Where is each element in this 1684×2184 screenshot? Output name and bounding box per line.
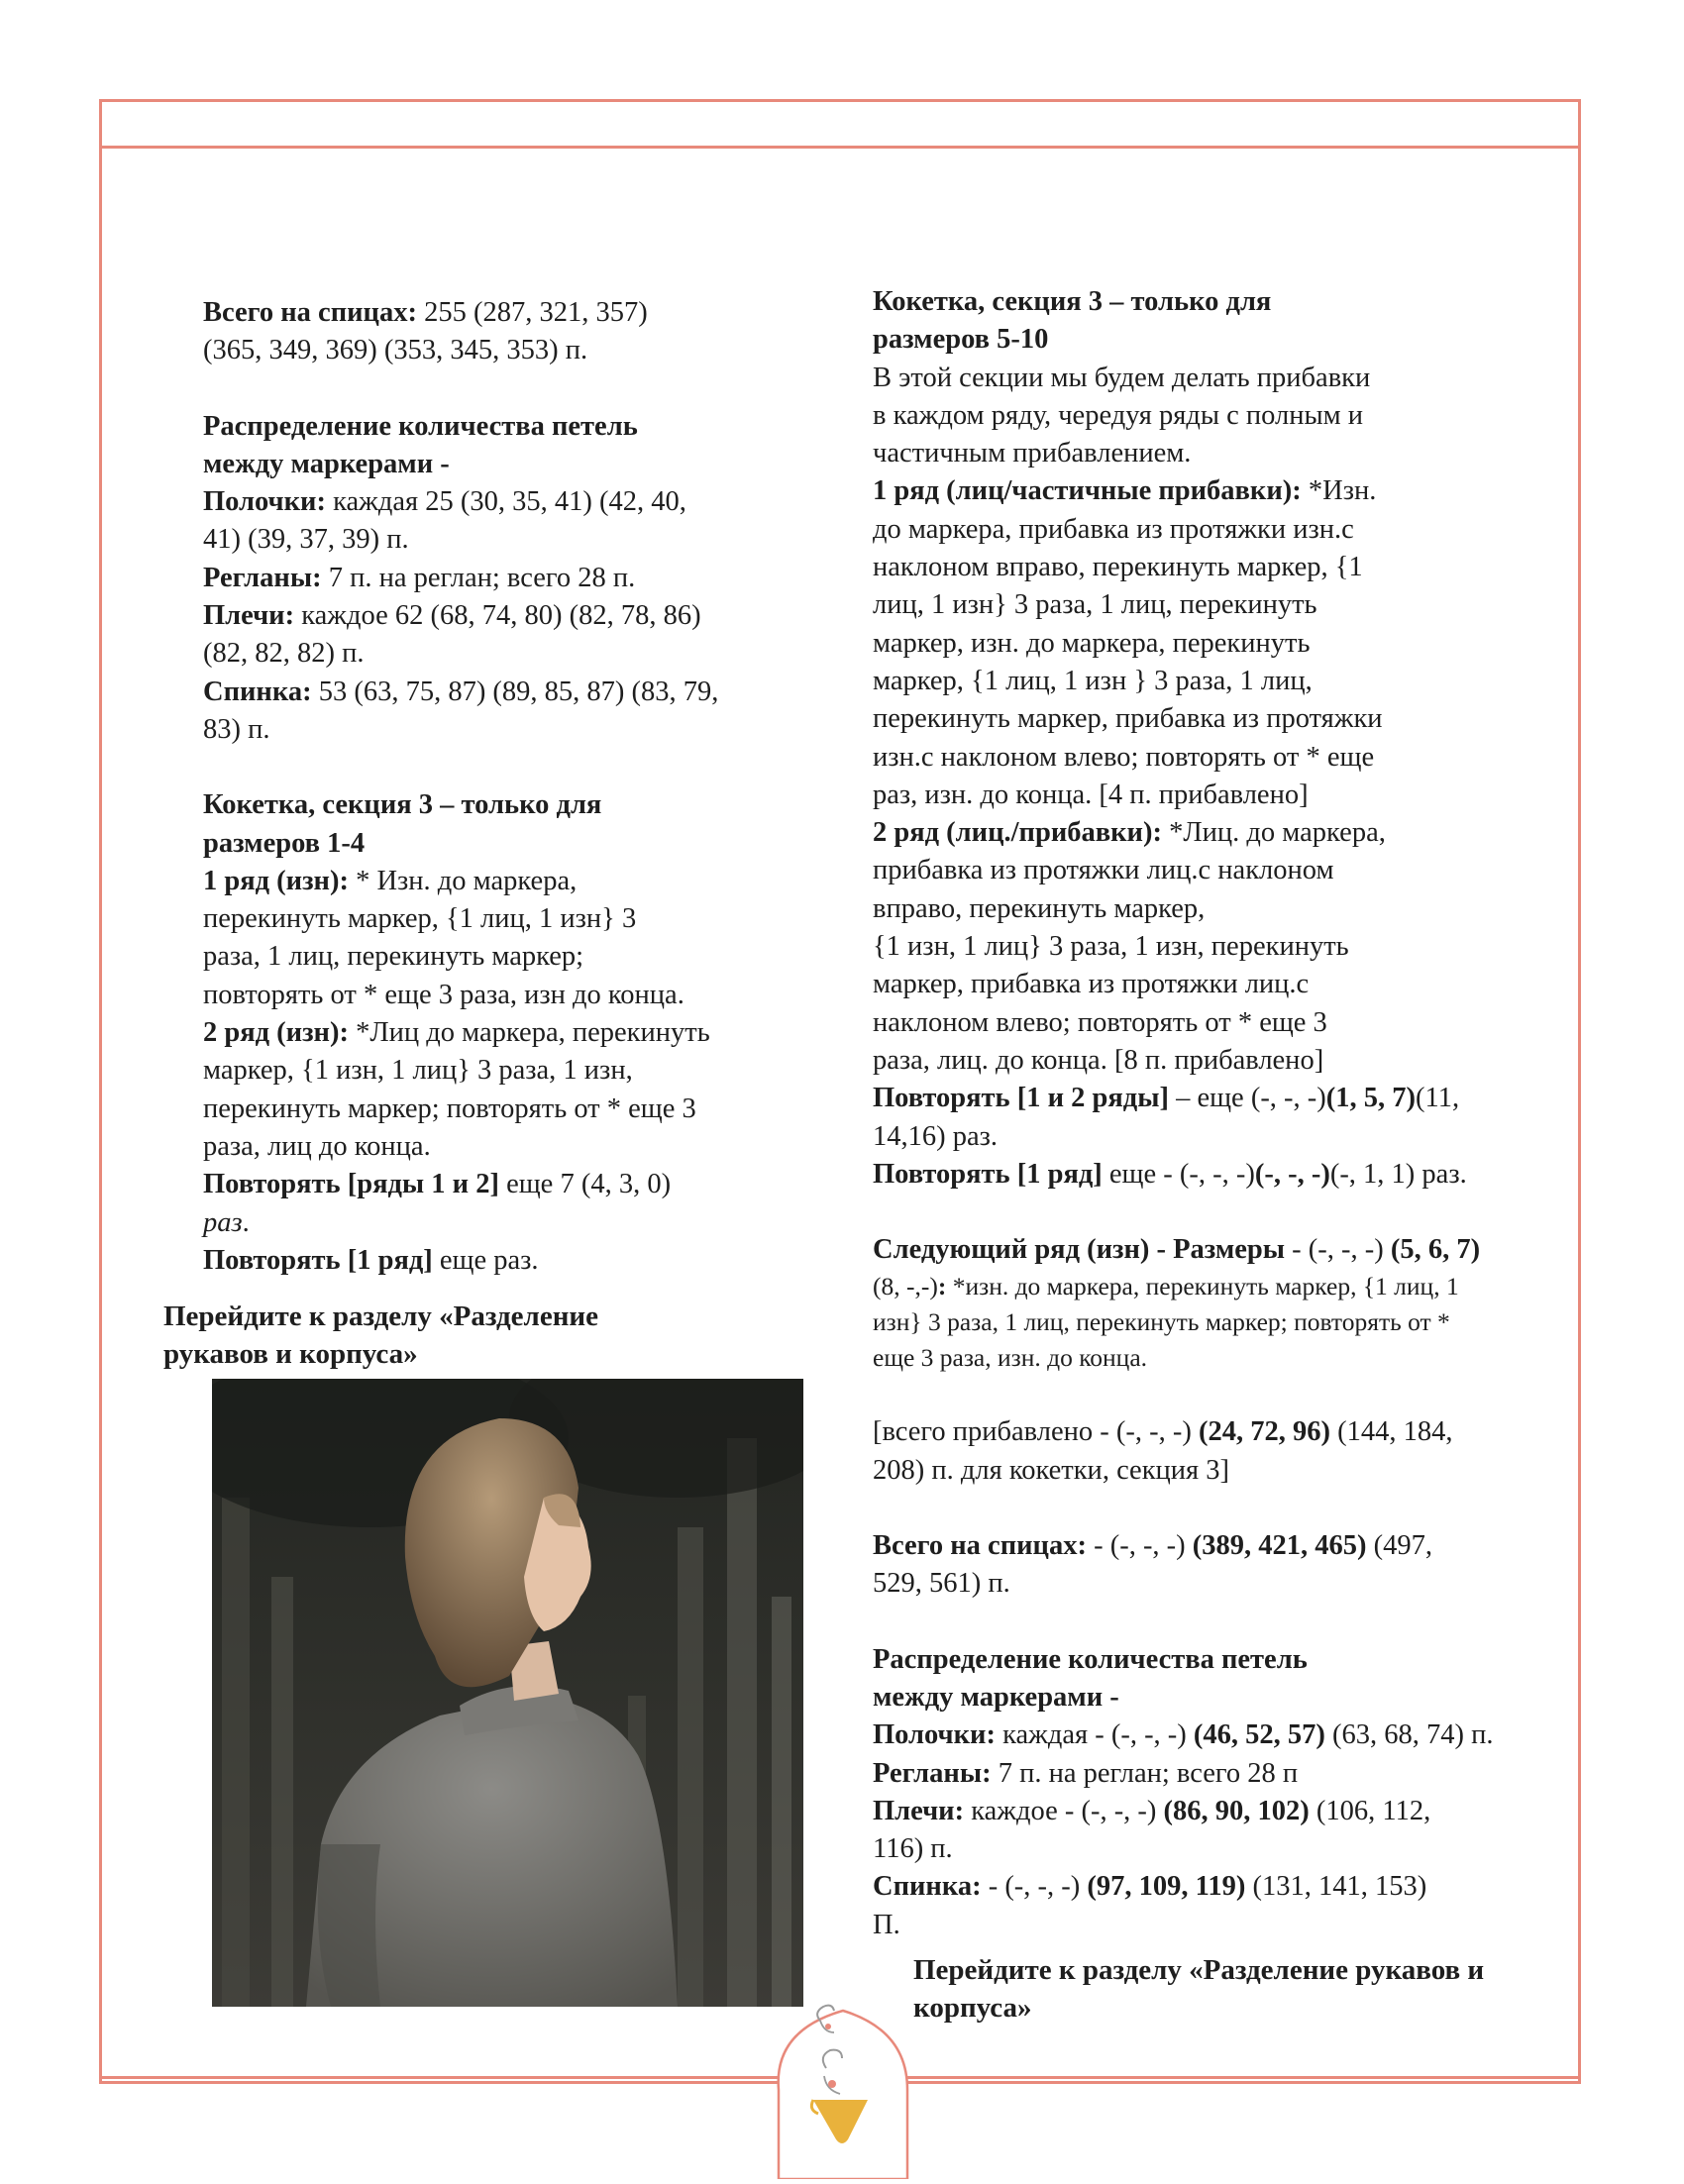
repeat-rows-instruction-right: Повторять [1 и 2 ряды] – еще (-, -, -)(1, 5, 7)(11, <box>873 1083 1460 1114</box>
repeat-row1-instruction-right: Повторять [1 ряд] еще - (-, -, -)(-, -, -)(-, 1, 1) раз. <box>873 1158 1467 1190</box>
repeat-rows-instruction: Повторять [ряды 1 и 2] еще 7 (4, 3, 0) <box>203 1169 672 1200</box>
right-column: Кокетка, секция 3 – только для размеров 5-10 В этой секции мы будем делать прибавки в каждом ряду, чередуя ряды с полным и частичным прибавлением. 1 ряд (лиц/частичные прибавки): *Изн. до маркера, прибавка из протяжки изн.с наклоном вправо, перекинуть маркер, {1 лиц, 1 изн} 3 раза, 1 лиц, перекинуть маркер, изн. до маркера, перекинуть маркер, {1 лиц, 1 изн } 3 раза, 1 лиц, перекинуть маркер, прибавка из протяжки изн.с наклоном влево; повторять от * еще раз, изн. до конца. [4 п. прибавлено] 2 ряд (лиц./прибавки): *Лиц. до маркера, прибавка из протяжки лиц.с наклоном вправо, перекинуть маркер, {1 изн, 1 лиц} 3 раза, 1 изн, перекинуть маркер, прибавка из протяжки лиц.с наклоном влево; повторять от * еще 3 раза, лиц. до конца. [8 п. прибавлено] Повторять [1 и 2 ряды] – еще (-, -, -)(1, 5, 7)(11, 14,16) раз. Повторять [1 ряд] еще - (-, -, -)(-, -, -)(-, 1, 1) раз. Следующий ряд (изн) - Размеры - (-, -, -) (5, 6, 7) (8, -,-): *изн. до маркера, перекинуть маркер, {1 лиц, 1 изн} 3 раза, 1 лиц, перекинуть маркер; повторять от * еще 3 раза, изн. до конца. [всего прибавлено - (-, -, -) (24, 72, 96) (144, 184, 208) п. для кокетки, секция 3] Всего на спицах: - (-, -, -) (389, 421, 465) (497, 529, 561) п. Распределение количества петель между маркерами - Полочки: каждая - (-, -, -) (46, 52, 57) (63, 68, 74) п. Регланы: 7 п. на реглан; всего 28 п Плечи: каждое - (-, -, -) (86, 90, 102) (106, 112, 116) п. Спинка: - (-, -, -) (97, 109, 119) (131, 141, 153) П. <box>873 283 1586 1944</box>
goto-section-link-right: Перейдите к разделу «Разделение рукавов и корпуса» <box>913 1954 1485 2024</box>
distribution-heading: Распределение количества петель <box>203 410 638 442</box>
goto-section-link: Перейдите к разделу «Разделение рукавов и корпуса» <box>163 1300 598 1370</box>
section-heading-right: Кокетка, секция 3 – только для <box>873 286 1272 317</box>
intro-text: В этой секции мы будем делать прибавки <box>873 362 1371 393</box>
row-1-instruction-right: 1 ряд (лиц/частичные прибавки): *Изн. <box>873 475 1377 507</box>
raglans-line-right: Регланы: 7 п. на реглан; всего 28 п <box>873 1757 1299 1789</box>
total-stitches: Всего на спицах: 255 (287, 321, 357) <box>203 297 648 328</box>
total-added: [всего прибавлено - (-, -, -) (24, 72, 96) (144, 184, <box>873 1416 1453 1448</box>
header-rule <box>99 146 1581 149</box>
row-2-instruction: 2 ряд (изн): *Лиц до маркера, перекинуть <box>203 1017 710 1049</box>
shoulders-line: Плечи: каждое 62 (68, 74, 80) (82, 78, 86) <box>203 600 701 632</box>
sweater-photo <box>212 1379 803 2007</box>
fronts-line: Полочки: каждая 25 (30, 35, 41) (42, 40, <box>203 486 686 518</box>
fronts-line-right: Полочки: каждая - (-, -, -) (46, 52, 57) (63, 68, 74) п. <box>873 1719 1494 1751</box>
shoulders-line-right: Плечи: каждое - (-, -, -) (86, 90, 102) (106, 112, <box>873 1795 1431 1826</box>
left-column: Всего на спицах: 255 (287, 321, 357) (365, 349, 369) (353, 345, 353) п. Распределение количества петель между маркерами - Полочки: каждая 25 (30, 35, 41) (42, 40, 41) (39, 37, 39) п. Регланы: 7 п. на реглан; всего 28 п. Плечи: каждое 62 (68, 74, 80) (82, 78, 86) (82, 82, 82) п. Спинка: 53 (63, 75, 87) (89, 85, 87) (83, 79, 83) п. Кокетка, секция 3 – только для размеров 1-4 1 ряд (изн): * Изн. до маркера, перекинуть маркер, {1 лиц, 1 изн} 3 раза, 1 лиц, перекинуть маркер; повторять от * еще 3 раза, изн до конца. 2 ряд (изн): *Лиц до маркера, перекинуть маркер, {1 изн, 1 лиц} 3 раза, 1 изн, перекинуть маркер; повторять от * еще 3 раза, лиц до конца. Повторять [ряды 1 и 2] еще 7 (4, 3, 0) раз. Повторять [1 ряд] еще раз. <box>203 294 817 1280</box>
raglans-line: Регланы: 7 п. на реглан; всего 28 п. <box>203 562 636 593</box>
row-2-instruction-right: 2 ряд (лиц./прибавки): *Лиц. до маркера, <box>873 817 1386 849</box>
distribution-heading-right: Распределение количества петель <box>873 1643 1308 1675</box>
next-row-instruction: Следующий ряд (изн) - Размеры - (-, -, -) (5, 6, 7) <box>873 1234 1481 1266</box>
row-1-instruction: 1 ряд (изн): * Изн. до маркера, <box>203 865 578 896</box>
section-heading: Кокетка, секция 3 – только для <box>203 789 602 821</box>
back-line: Спинка: 53 (63, 75, 87) (89, 85, 87) (83, 79, <box>203 676 719 707</box>
back-line-right: Спинка: - (-, -, -) (97, 109, 119) (131, 141, 153) <box>873 1871 1427 1903</box>
repeat-row1-instruction: Повторять [1 ряд] еще раз. <box>203 1244 539 1276</box>
total-stitches-right: Всего на спицах: - (-, -, -) (389, 421, 465) (497, <box>873 1530 1433 1562</box>
brand-logo <box>769 1991 917 2179</box>
